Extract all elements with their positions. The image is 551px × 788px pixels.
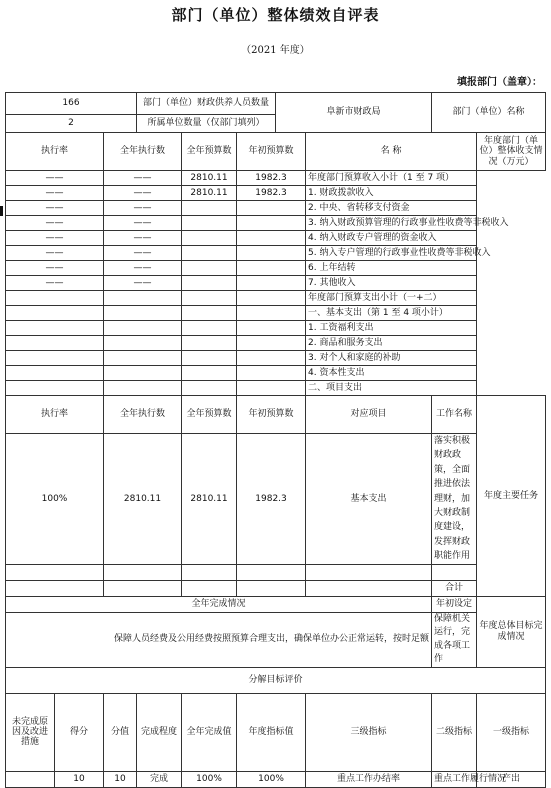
budget-initial: 1982.3 bbox=[237, 171, 306, 186]
budget-name: 5. 纳入专户管理的行政事业性收费等非税收入 bbox=[306, 246, 477, 261]
task-h-initial: 年初预算数 bbox=[237, 396, 306, 434]
perf-h-reason: 未完成原因及改进措施 bbox=[6, 693, 55, 771]
budget-name: 4. 纳入财政专户管理的资金收入 bbox=[306, 231, 477, 246]
budget-rate: —— bbox=[6, 246, 104, 261]
task-h-full: 全年预算数 bbox=[182, 396, 237, 434]
task-exec: 2810.11 bbox=[104, 434, 182, 565]
task-h-name: 工作名称 bbox=[432, 396, 477, 434]
budget-rate: —— bbox=[6, 201, 104, 216]
budget-full: 2810.11 bbox=[182, 171, 237, 186]
org-label: 填报部门（盖章）： bbox=[457, 77, 542, 88]
budget-full bbox=[182, 231, 237, 246]
budget-rate: —— bbox=[6, 171, 104, 186]
perf-done: 100% bbox=[182, 771, 237, 787]
budget-side-label: 年度部门（单位）整体收支情况（万元） bbox=[477, 133, 546, 171]
budget-full bbox=[182, 381, 237, 396]
budget-h-exec: 全年执行数 bbox=[104, 133, 182, 171]
budget-rate bbox=[6, 381, 104, 396]
budget-exec bbox=[104, 351, 182, 366]
budget-h-initial: 年初预算数 bbox=[237, 133, 306, 171]
goal-header-row bbox=[6, 596, 546, 612]
budget-row bbox=[6, 261, 546, 276]
goal-h-target: 年初设定 bbox=[432, 596, 477, 612]
budget-initial: 1982.3 bbox=[237, 186, 306, 201]
budget-full bbox=[182, 366, 237, 381]
perf-section-row bbox=[6, 667, 546, 693]
budget-initial bbox=[237, 381, 306, 396]
sub-label: 所属单位数量（仅部门填列） bbox=[137, 115, 276, 133]
perf-level3: 重点工作办结率 bbox=[306, 771, 432, 787]
budget-rate: —— bbox=[6, 216, 104, 231]
budget-initial bbox=[237, 201, 306, 216]
task-initial: 1982.3 bbox=[237, 434, 306, 565]
budget-exec bbox=[104, 321, 182, 336]
budget-exec: —— bbox=[104, 216, 182, 231]
budget-h-full: 全年预算数 bbox=[182, 133, 237, 171]
budget-name: 7. 其他收入 bbox=[306, 276, 477, 291]
budget-header-row bbox=[6, 133, 546, 171]
budget-initial bbox=[237, 261, 306, 276]
perf-level2: 重点工作履行情况 bbox=[432, 771, 477, 787]
budget-full bbox=[182, 321, 237, 336]
task-project: 基本支出 bbox=[306, 434, 432, 565]
budget-name: 年度部门预算收入小计（1 至 7 项） bbox=[306, 171, 477, 186]
budget-full bbox=[182, 336, 237, 351]
budget-row bbox=[6, 231, 546, 246]
budget-rate: —— bbox=[6, 186, 104, 201]
budget-rate bbox=[6, 306, 104, 321]
task-total-row bbox=[6, 580, 546, 596]
budget-row bbox=[6, 216, 546, 231]
page-title: 部门（单位）整体绩效自评表 bbox=[171, 6, 380, 24]
budget-row bbox=[6, 246, 546, 261]
task-h-exec: 全年执行数 bbox=[104, 396, 182, 434]
sub-value: 2 bbox=[6, 115, 137, 133]
budget-rate: —— bbox=[6, 276, 104, 291]
budget-full bbox=[182, 351, 237, 366]
budget-name: 3. 纳入财政预算管理的行政事业性收费等非税收入 bbox=[306, 216, 477, 231]
budget-full bbox=[182, 216, 237, 231]
budget-rate bbox=[6, 291, 104, 306]
budget-name: 6. 上年结转 bbox=[306, 261, 477, 276]
task-rate: 100% bbox=[6, 434, 104, 565]
budget-exec: —— bbox=[104, 246, 182, 261]
budget-rate: —— bbox=[6, 261, 104, 276]
budget-exec: —— bbox=[104, 201, 182, 216]
budget-full bbox=[182, 261, 237, 276]
budget-rate bbox=[6, 336, 104, 351]
budget-exec: —— bbox=[104, 261, 182, 276]
task-full: 2810.11 bbox=[182, 434, 237, 565]
budget-exec: —— bbox=[104, 186, 182, 201]
budget-initial bbox=[237, 246, 306, 261]
budget-name: 2. 中央、省转移支付资金 bbox=[306, 201, 477, 216]
goal-target: 保障机关运行，完成各项工作 bbox=[432, 612, 477, 667]
dept-label: 部门（单位）名称 bbox=[432, 93, 546, 133]
perf-h-points: 分值 bbox=[104, 693, 137, 771]
budget-initial bbox=[237, 216, 306, 231]
budget-row bbox=[6, 201, 546, 216]
task-header-row bbox=[6, 396, 546, 434]
budget-row bbox=[6, 171, 546, 186]
perf-h-degree: 完成程度 bbox=[137, 693, 182, 771]
budget-exec bbox=[104, 366, 182, 381]
budget-exec bbox=[104, 381, 182, 396]
budget-name: 年度部门预算支出小计（一+二） bbox=[306, 291, 477, 306]
perf-h-done: 全年完成值 bbox=[182, 693, 237, 771]
budget-full: 2810.11 bbox=[182, 186, 237, 201]
budget-exec: —— bbox=[104, 231, 182, 246]
year-subtitle: （2021 年度） bbox=[241, 45, 310, 56]
budget-h-name: 名 称 bbox=[306, 133, 477, 171]
budget-initial bbox=[237, 366, 306, 381]
budget-full bbox=[182, 291, 237, 306]
budget-initial bbox=[237, 231, 306, 246]
task-blank-row bbox=[6, 564, 546, 580]
budget-name: 一、基本支出（第 1 至 4 项小计） bbox=[306, 306, 477, 321]
budget-exec: —— bbox=[104, 276, 182, 291]
info-row-1 bbox=[6, 93, 546, 115]
budget-rate bbox=[6, 321, 104, 336]
budget-initial bbox=[237, 336, 306, 351]
perf-h-level3: 三级指标 bbox=[306, 693, 432, 771]
dept-value: 阜新市财政局 bbox=[276, 93, 432, 133]
budget-full bbox=[182, 246, 237, 261]
budget-row bbox=[6, 351, 546, 366]
task-side-label: 年度主要任务 bbox=[477, 396, 546, 597]
budget-full bbox=[182, 276, 237, 291]
perf-reason bbox=[6, 771, 55, 787]
budget-row bbox=[6, 381, 546, 396]
budget-initial bbox=[237, 276, 306, 291]
budget-full bbox=[182, 306, 237, 321]
task-total-label: 合计 bbox=[432, 580, 477, 596]
perf-level1: 产出 bbox=[477, 771, 546, 787]
staff-value: 166 bbox=[6, 93, 137, 115]
budget-row bbox=[6, 186, 546, 201]
budget-exec bbox=[104, 336, 182, 351]
budget-name: 2. 商品和服务支出 bbox=[306, 336, 477, 351]
perf-h-level2: 二级指标 bbox=[432, 693, 477, 771]
perf-row bbox=[6, 771, 546, 787]
budget-name: 1. 工资福利支出 bbox=[306, 321, 477, 336]
budget-rate bbox=[6, 351, 104, 366]
budget-exec bbox=[104, 306, 182, 321]
budget-row bbox=[6, 321, 546, 336]
budget-initial bbox=[237, 321, 306, 336]
budget-initial bbox=[237, 351, 306, 366]
perf-h-level1: 一级指标 bbox=[477, 693, 546, 771]
budget-name: 3. 对个人和家庭的补助 bbox=[306, 351, 477, 366]
goal-done: 保障人员经费及公用经费按照预算合理支出，确保单位办公正常运转，按时足额 bbox=[6, 612, 432, 667]
perf-h-score: 得分 bbox=[55, 693, 104, 771]
budget-row bbox=[6, 336, 546, 351]
budget-exec bbox=[104, 291, 182, 306]
budget-initial bbox=[237, 291, 306, 306]
perf-score: 10 bbox=[55, 771, 104, 787]
budget-row bbox=[6, 306, 546, 321]
budget-row bbox=[6, 291, 546, 306]
budget-exec: —— bbox=[104, 171, 182, 186]
perf-target: 100% bbox=[237, 771, 306, 787]
budget-rate: —— bbox=[6, 231, 104, 246]
perf-header-row bbox=[6, 693, 546, 771]
budget-rate bbox=[6, 366, 104, 381]
budget-row bbox=[6, 366, 546, 381]
perf-h-target: 年度指标值 bbox=[237, 693, 306, 771]
task-text: 落实积极财政政策，全面推进依法理财，加大财政制度建设，发挥财政职能作用 bbox=[432, 434, 477, 565]
goal-side-label: 年度总体目标完成情况 bbox=[477, 596, 546, 667]
task-row bbox=[6, 434, 546, 565]
perf-section-label: 分解目标评价 bbox=[6, 667, 546, 693]
budget-full bbox=[182, 201, 237, 216]
perf-degree: 完成 bbox=[137, 771, 182, 787]
budget-row bbox=[6, 276, 546, 291]
budget-name: 1. 财政拨款收入 bbox=[306, 186, 477, 201]
perf-points: 10 bbox=[104, 771, 137, 787]
goal-h-done: 全年完成情况 bbox=[6, 596, 432, 612]
staff-label: 部门（单位）财政供养人员数量 bbox=[137, 93, 276, 115]
budget-h-rate: 执行率 bbox=[6, 133, 104, 171]
margin-mark bbox=[0, 206, 3, 216]
task-h-rate: 执行率 bbox=[6, 396, 104, 434]
budget-name: 4. 资本性支出 bbox=[306, 366, 477, 381]
evaluation-table bbox=[5, 92, 546, 788]
budget-initial bbox=[237, 306, 306, 321]
goal-row bbox=[6, 612, 546, 667]
budget-name: 二、项目支出 bbox=[306, 381, 477, 396]
task-h-project: 对应项目 bbox=[306, 396, 432, 434]
